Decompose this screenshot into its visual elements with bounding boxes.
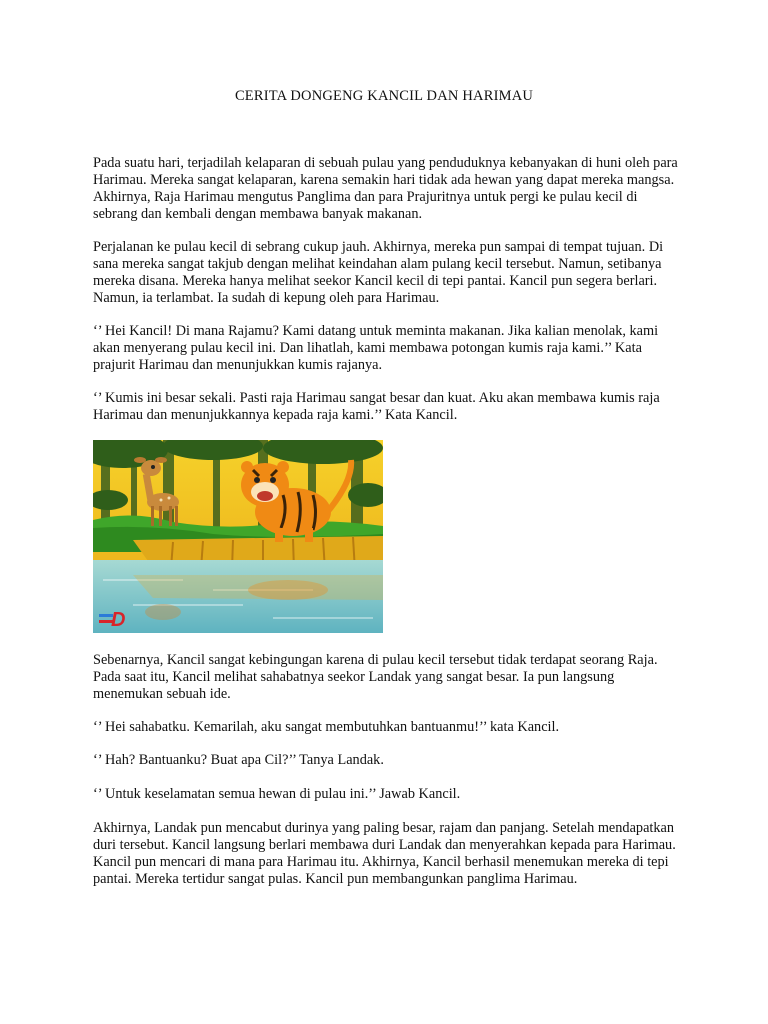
paragraph-2: Perjalanan ke pulau kecil di sebrang cukup jauh. Akhirnya, mereka pun sampai di tempat tujuan. Di sana mereka sangat takjub dengan melihat keindahan alam pulang kecil tersebut. Namun, setibanya mereka disana. Mereka hanya melihat seekor Kancil kecil di tepi pantai. Kancil pun segera berlari. Namun, ia terlambat. Ia sudah di kepung oleh para Harimau. xyxy=(93,239,664,306)
paragraph-1: Pada suatu hari, terjadilah kelaparan di sebuah pulau yang penduduknya kebanyakan di huni oleh para Harimau. Mereka sangat kelaparan, karena semakin hari tidak ada hewan yang dapat mereka mangsa. Akhirnya, Raja Harimau mengutus Panglima dan para Prajuritnya untuk pergi ke pulau kecil di sebrang dan kembali dengan membawa banyak makanan. xyxy=(93,155,678,222)
paragraph-5: Sebenarnya, Kancil sangat kebingungan karena di pulau kecil tersebut tidak terdapat seorang Raja. Pada saat itu, Kancil melihat sahabatnya seekor Landak yang sangat besar. Ia pun langsung menemukan sebuah ide. xyxy=(93,652,658,702)
svg-text:D: D xyxy=(111,609,126,631)
paragraph-9: Akhirnya, Landak pun mencabut durinya yang paling besar, rajam dan panjang. Setelah mendapatkan duri tersebut. Kancil langsung berlari membawa duri Landak dan menyerahkan kepada para Harimau. Kancil pun mencari di mana para Harimau itu. Akhirnya, Kancil berhasil menemukan mereka di tepi pantai. Mereka tertidur sangat pulas. Kancil pun membangunkan panglima Harimau. xyxy=(93,820,676,887)
paragraph-8: ‘’ Untuk keselamatan semua hewan di pulau ini.’’ Jawab Kancil. xyxy=(93,786,461,802)
paragraph-7: ‘’ Hah? Bantuanku? Buat apa Cil?’’ Tanya Landak. xyxy=(93,752,384,768)
kancil-tiger-scene xyxy=(93,440,383,633)
document-title: CERITA DONGENG KANCIL DAN HARIMAU xyxy=(234,88,534,104)
paragraph-3: ‘’ Hei Kancil! Di mana Rajamu? Kami datang untuk meminta makanan. Jika kalian menolak, kami akan menyerang pulau kecil ini. Dan lihatlah, kami membawa potongan kumis raja kami.’’ Kata prajurit Harimau dan menunjukkan kumis rajanya. xyxy=(93,323,659,373)
story-illustration xyxy=(93,440,383,633)
paragraph-4: ‘’ Kumis ini besar sekali. Pasti raja Harimau sangat besar dan kuat. Aku akan membawa kumis raja Harimau dan menunjukkannya kepada raja kami.’’ Kata Kancil. xyxy=(93,390,660,423)
paragraph-6: ‘’ Hei sahabatku. Kemarilah, aku sangat membutuhkan bantuanmu!’’ kata Kancil. xyxy=(93,719,560,735)
